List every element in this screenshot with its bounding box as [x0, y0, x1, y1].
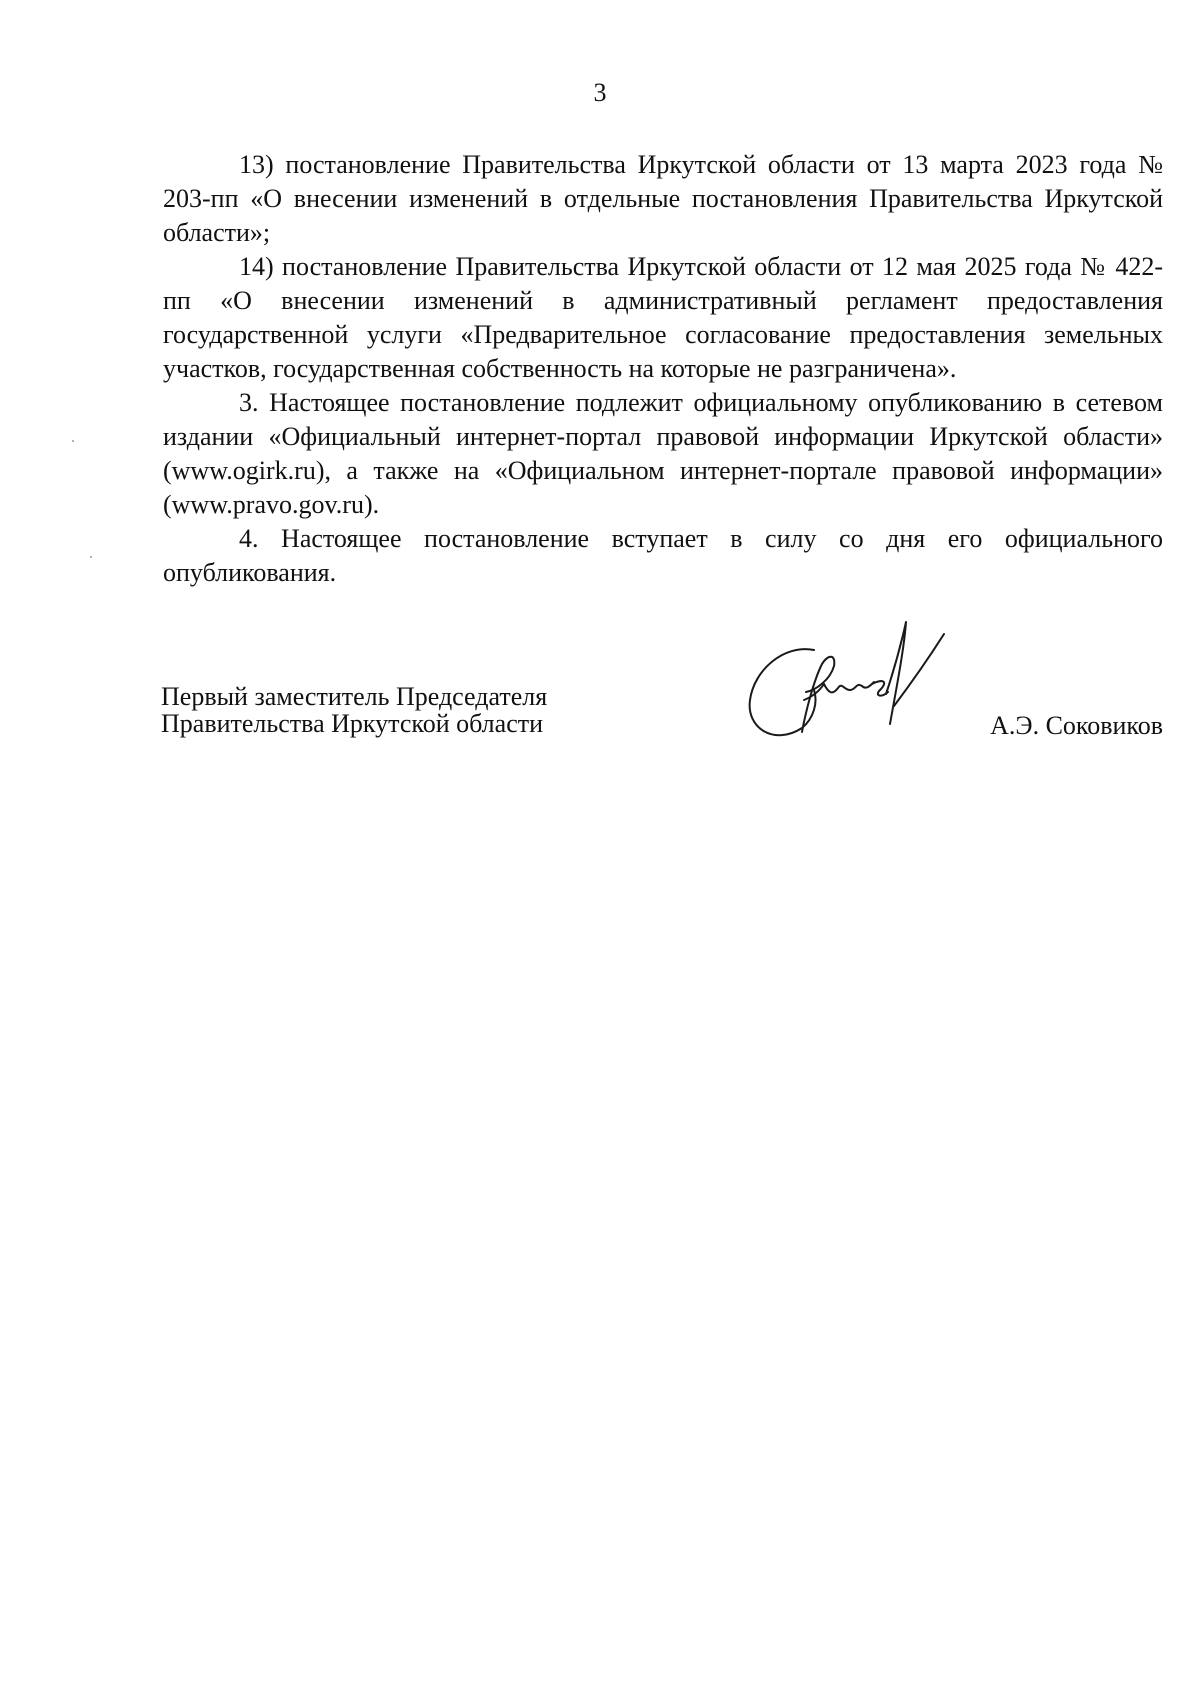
scan-artifact-dot	[90, 556, 92, 558]
signatory-position	[161, 683, 547, 737]
signatory-position-line-1: Первый заместитель Председателя	[161, 682, 548, 711]
paragraph-item-13: 13) постановление Правительства Иркутской области от 13 марта 2023 года № 203-пп «О внесении изменений в отдельные постановления Правительства Иркутской области»;	[163, 150, 1163, 247]
handwritten-signature	[744, 620, 968, 746]
signatory-position-line-2: Правительства Иркутской области	[161, 709, 544, 738]
scan-artifact-dot	[72, 440, 74, 442]
document-body	[163, 148, 1163, 590]
paragraph-item-14: 14) постановление Правительства Иркутской области от 12 мая 2025 года № 422-пп «О внесении изменений в административный регламент предоставления государственной услуги «Предварительное согласование предоставления земельных участков, государственная собственность на которые не разграничена».	[163, 252, 1163, 383]
signer-name: А.Э. Соковиков	[990, 711, 1163, 740]
paragraph-clause-4: 4. Настоящее постановление вступает в силу со дня его официального опубликования.	[163, 524, 1163, 587]
paragraph-clause-3: 3. Настоящее постановление подлежит официальному опубликованию в сетевом издании «Официальный интернет-портал правовой информации Иркутской области» (www.ogirk.ru), а также на «Официальном интернет-портале правовой информации» (www.pravo.gov.ru).	[163, 388, 1163, 519]
page-number: 3	[593, 78, 607, 107]
